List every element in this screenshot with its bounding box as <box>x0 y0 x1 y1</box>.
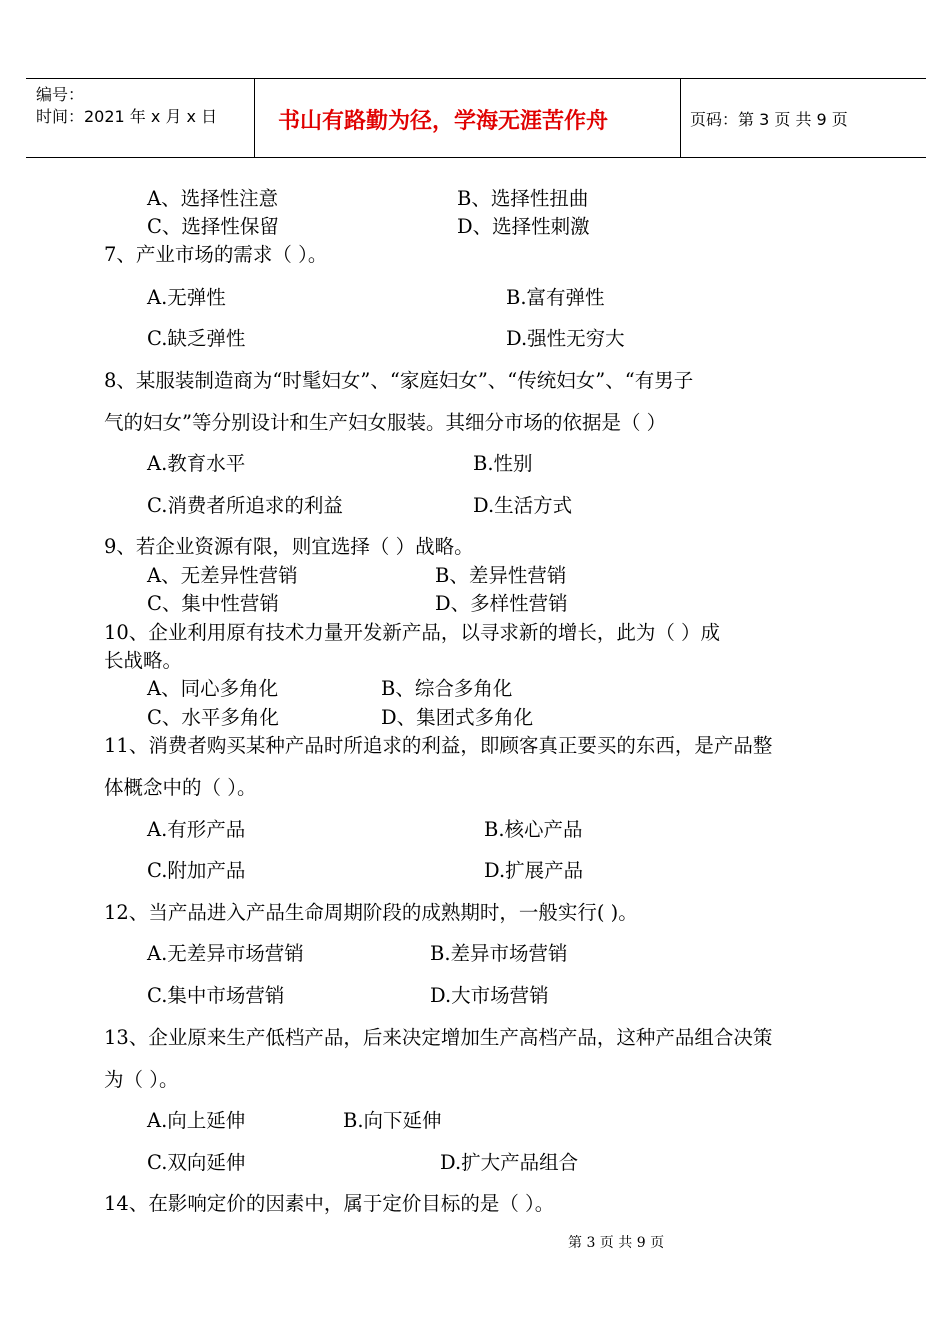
question-text: 为（ ）。 <box>104 1068 179 1091</box>
option: C、选择性保留 <box>147 215 279 238</box>
option: D、多样性营销 <box>435 592 568 615</box>
question-text: 10、企业利用原有技术力量开发新产品，以寻求新的增长，此为（ ）成 <box>104 621 721 644</box>
option: A、选择性注意 <box>147 187 279 210</box>
option: D.大市场营销 <box>430 984 549 1007</box>
question-text: 8、某服装制造商为“时髦妇女”、“家庭妇女”、“传统妇女”、“有男子 <box>104 369 694 392</box>
option: A.无弹性 <box>147 286 226 309</box>
option: B.富有弹性 <box>506 286 605 309</box>
question-text: 体概念中的（ ）。 <box>104 776 257 799</box>
option: C.消费者所追求的利益 <box>147 494 343 517</box>
option: D.扩展产品 <box>484 859 584 882</box>
question-text: 11、消费者购买某种产品时所追求的利益，即顾客真正要买的东西，是产品整 <box>104 734 773 757</box>
header-divider <box>680 79 681 157</box>
motto: 书山有路勤为径，学海无涯苦作舟 <box>278 109 609 134</box>
option: C.缺乏弹性 <box>147 327 246 350</box>
option: D.强性无穷大 <box>506 327 625 350</box>
page-info: 页码：第 3 页 共 9 页 <box>690 110 848 129</box>
question-text: 气的妇女”等分别设计和生产妇女服装。其细分市场的依据是（ ） <box>104 411 667 434</box>
question-text: 14、在影响定价的因素中，属于定价目标的是（ ）。 <box>104 1192 555 1215</box>
option: B.向下延伸 <box>343 1109 442 1132</box>
option: A、同心多角化 <box>147 677 279 700</box>
option: A.无差异市场营销 <box>147 942 304 965</box>
time-label: 时间：2021 年 x 月 x 日 <box>36 107 218 126</box>
option: D、集团式多角化 <box>381 706 534 729</box>
option: B、选择性扭曲 <box>457 187 589 210</box>
option: C、水平多角化 <box>147 706 279 729</box>
option: B.性别 <box>473 452 533 475</box>
question-text: 9、若企业资源有限，则宜选择（ ）战略。 <box>104 535 474 558</box>
question-text: 长战略。 <box>104 649 183 672</box>
header-divider <box>254 79 255 157</box>
option: B.差异市场营销 <box>430 942 568 965</box>
option: C、集中性营销 <box>147 592 279 615</box>
option: A.向上延伸 <box>147 1109 246 1132</box>
option: C.双向延伸 <box>147 1151 246 1174</box>
option: A.教育水平 <box>147 452 246 475</box>
question-text: 12、当产品进入产品生命周期阶段的成熟期时，一般实行( )。 <box>104 901 638 924</box>
option: D.扩大产品组合 <box>440 1151 579 1174</box>
option: A、无差异性营销 <box>147 564 298 587</box>
option: B.核心产品 <box>484 818 583 841</box>
option: C.附加产品 <box>147 859 246 882</box>
question-text: 7、产业市场的需求（ ）。 <box>104 243 328 266</box>
option: D.生活方式 <box>473 494 573 517</box>
option: B、综合多角化 <box>381 677 513 700</box>
number-label: 编号： <box>36 85 85 104</box>
option: B、差异性营销 <box>435 564 567 587</box>
option: A.有形产品 <box>147 818 246 841</box>
option: D、选择性刺激 <box>457 215 590 238</box>
question-text: 13、企业原来生产低档产品，后来决定增加生产高档产品，这种产品组合决策 <box>104 1026 773 1049</box>
page-footer: 第 3 页 共 9 页 <box>568 1235 665 1251</box>
option: C.集中市场营销 <box>147 984 285 1007</box>
